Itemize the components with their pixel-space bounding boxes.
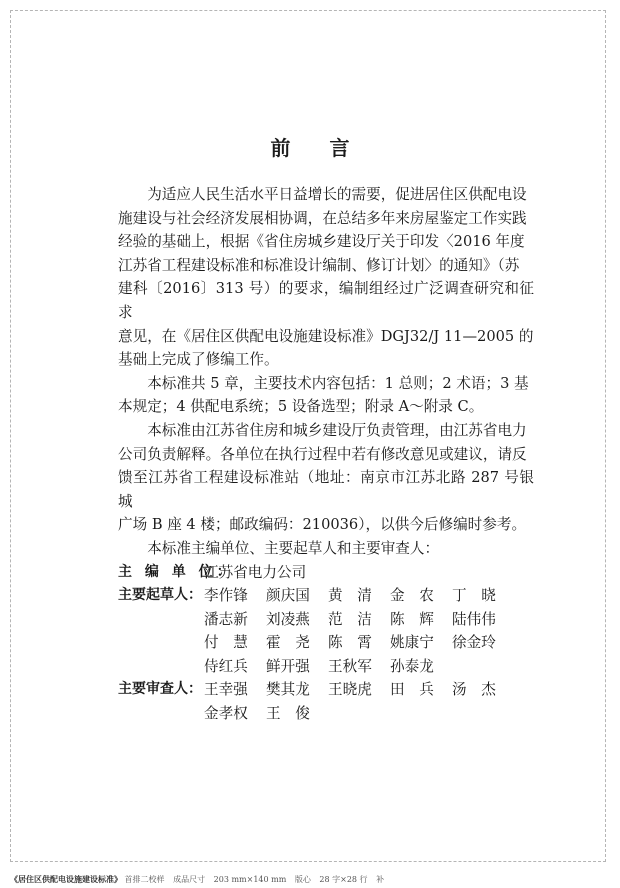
text-line: 经验的基础上，根据《省住房城乡建设厅关于印发〈2016 年度 <box>118 233 525 251</box>
text-line: 本标准由江苏省住房和城乡建设厅负责管理，由江苏省电力 <box>147 421 527 439</box>
text-line: 为适应人民生活水平日益增长的需要，促进居住区供配电设 <box>147 186 527 203</box>
preface-body <box>118 183 534 726</box>
text-line: 本规定；4 供配电系统；5 设备选型；附录 A～附录 C。 <box>118 398 484 416</box>
text-line: 本标准主编单位、主要起草人和主要审查人： <box>147 539 440 557</box>
reviewers-names <box>204 678 534 725</box>
person-name: 陈 霄 <box>328 634 372 652</box>
person-name: 金孝权 <box>204 705 248 723</box>
person-name: 金 农 <box>390 587 434 605</box>
person-name: 黄 清 <box>328 587 372 605</box>
footer-core-label: 版心 <box>294 875 311 884</box>
person-name: 樊其龙 <box>266 681 310 699</box>
person-name: 丁 晓 <box>452 587 496 605</box>
footer-extra: 补 <box>376 875 385 884</box>
person-name: 霍 尧 <box>266 634 310 652</box>
text-line: 馈至江苏省工程建设标准站（地址：南京市江苏北路 287 号银城 <box>118 469 534 510</box>
reviewers-row <box>118 678 534 725</box>
person-name: 鲜开强 <box>266 657 310 675</box>
person-name: 李作锋 <box>204 587 248 605</box>
footer-book-title: 《居住区供配电设施建设标准》 <box>10 874 122 884</box>
person-name: 王晓虎 <box>328 681 372 699</box>
person-name: 汤 杰 <box>452 681 496 699</box>
person-name: 孙泰龙 <box>390 657 434 675</box>
person-name: 范 洁 <box>328 610 372 628</box>
footer-core-value: 28 字×28 行 <box>319 875 368 884</box>
text-line: 建科〔2016〕313 号）的要求，编制组经过广泛调查研究和征求 <box>118 280 534 321</box>
footer-size-value: 203 mm×140 mm <box>213 875 287 884</box>
text-line: 基础上完成了修编工作。 <box>118 351 279 369</box>
person-name: 颜庆国 <box>266 587 310 605</box>
person-name: 王幸强 <box>204 681 248 699</box>
footer-size-label: 成品尺寸 <box>173 875 206 884</box>
personnel-list <box>118 561 534 726</box>
person-name: 刘凌燕 <box>266 610 310 628</box>
chief-unit-value: 江苏省电力公司 <box>204 563 307 581</box>
person-name: 付 慧 <box>204 634 248 652</box>
person-name: 侍红兵 <box>204 657 248 675</box>
reviewers-label: 主要审查人： <box>118 681 202 698</box>
paragraph-management <box>118 419 534 537</box>
person-name: 姚康宁 <box>390 634 434 652</box>
person-name: 田 兵 <box>390 681 434 699</box>
person-name: 王 俊 <box>266 705 310 723</box>
text-line: 江苏省工程建设标准和标准设计编制、修订计划〉的通知》（苏 <box>118 256 520 274</box>
footer-proof: 首排二校样 <box>124 875 165 884</box>
text-line: 广场 B 座 4 楼；邮政编码：210036），以供今后修编时参考。 <box>118 516 527 534</box>
person-name: 陈 辉 <box>390 610 434 628</box>
person-name: 潘志新 <box>204 610 248 628</box>
paragraph-contents <box>118 372 534 419</box>
text-line: 本标准共 5 章，主要技术内容包括：1 总则；2 术语；3 基 <box>147 374 529 392</box>
person-name: 徐金玲 <box>452 634 496 652</box>
person-name: 王秋军 <box>328 657 372 675</box>
text-line: 施建设与社会经济发展相协调，在总结多年来房屋鉴定工作实践 <box>118 209 527 227</box>
text-line: 意见，在《居住区供配电设施建设标准》DGJ32/J 11—2005 的 <box>118 327 534 345</box>
paragraph-purpose <box>118 183 534 372</box>
drafters-names <box>204 584 534 678</box>
page-title: 前 言 <box>270 136 366 160</box>
drafters-label: 主要起草人： <box>118 587 202 604</box>
paragraph-personnel-intro <box>118 537 534 561</box>
print-footer <box>10 874 610 885</box>
text-line: 公司负责解释。各单位在执行过程中若有修改意见或建议，请反 <box>118 445 527 463</box>
drafters-row <box>118 584 534 678</box>
chief-unit-label: 主 编 单 位： <box>118 563 235 580</box>
chief-unit-row <box>118 561 534 585</box>
person-name: 陆伟伟 <box>452 610 496 628</box>
